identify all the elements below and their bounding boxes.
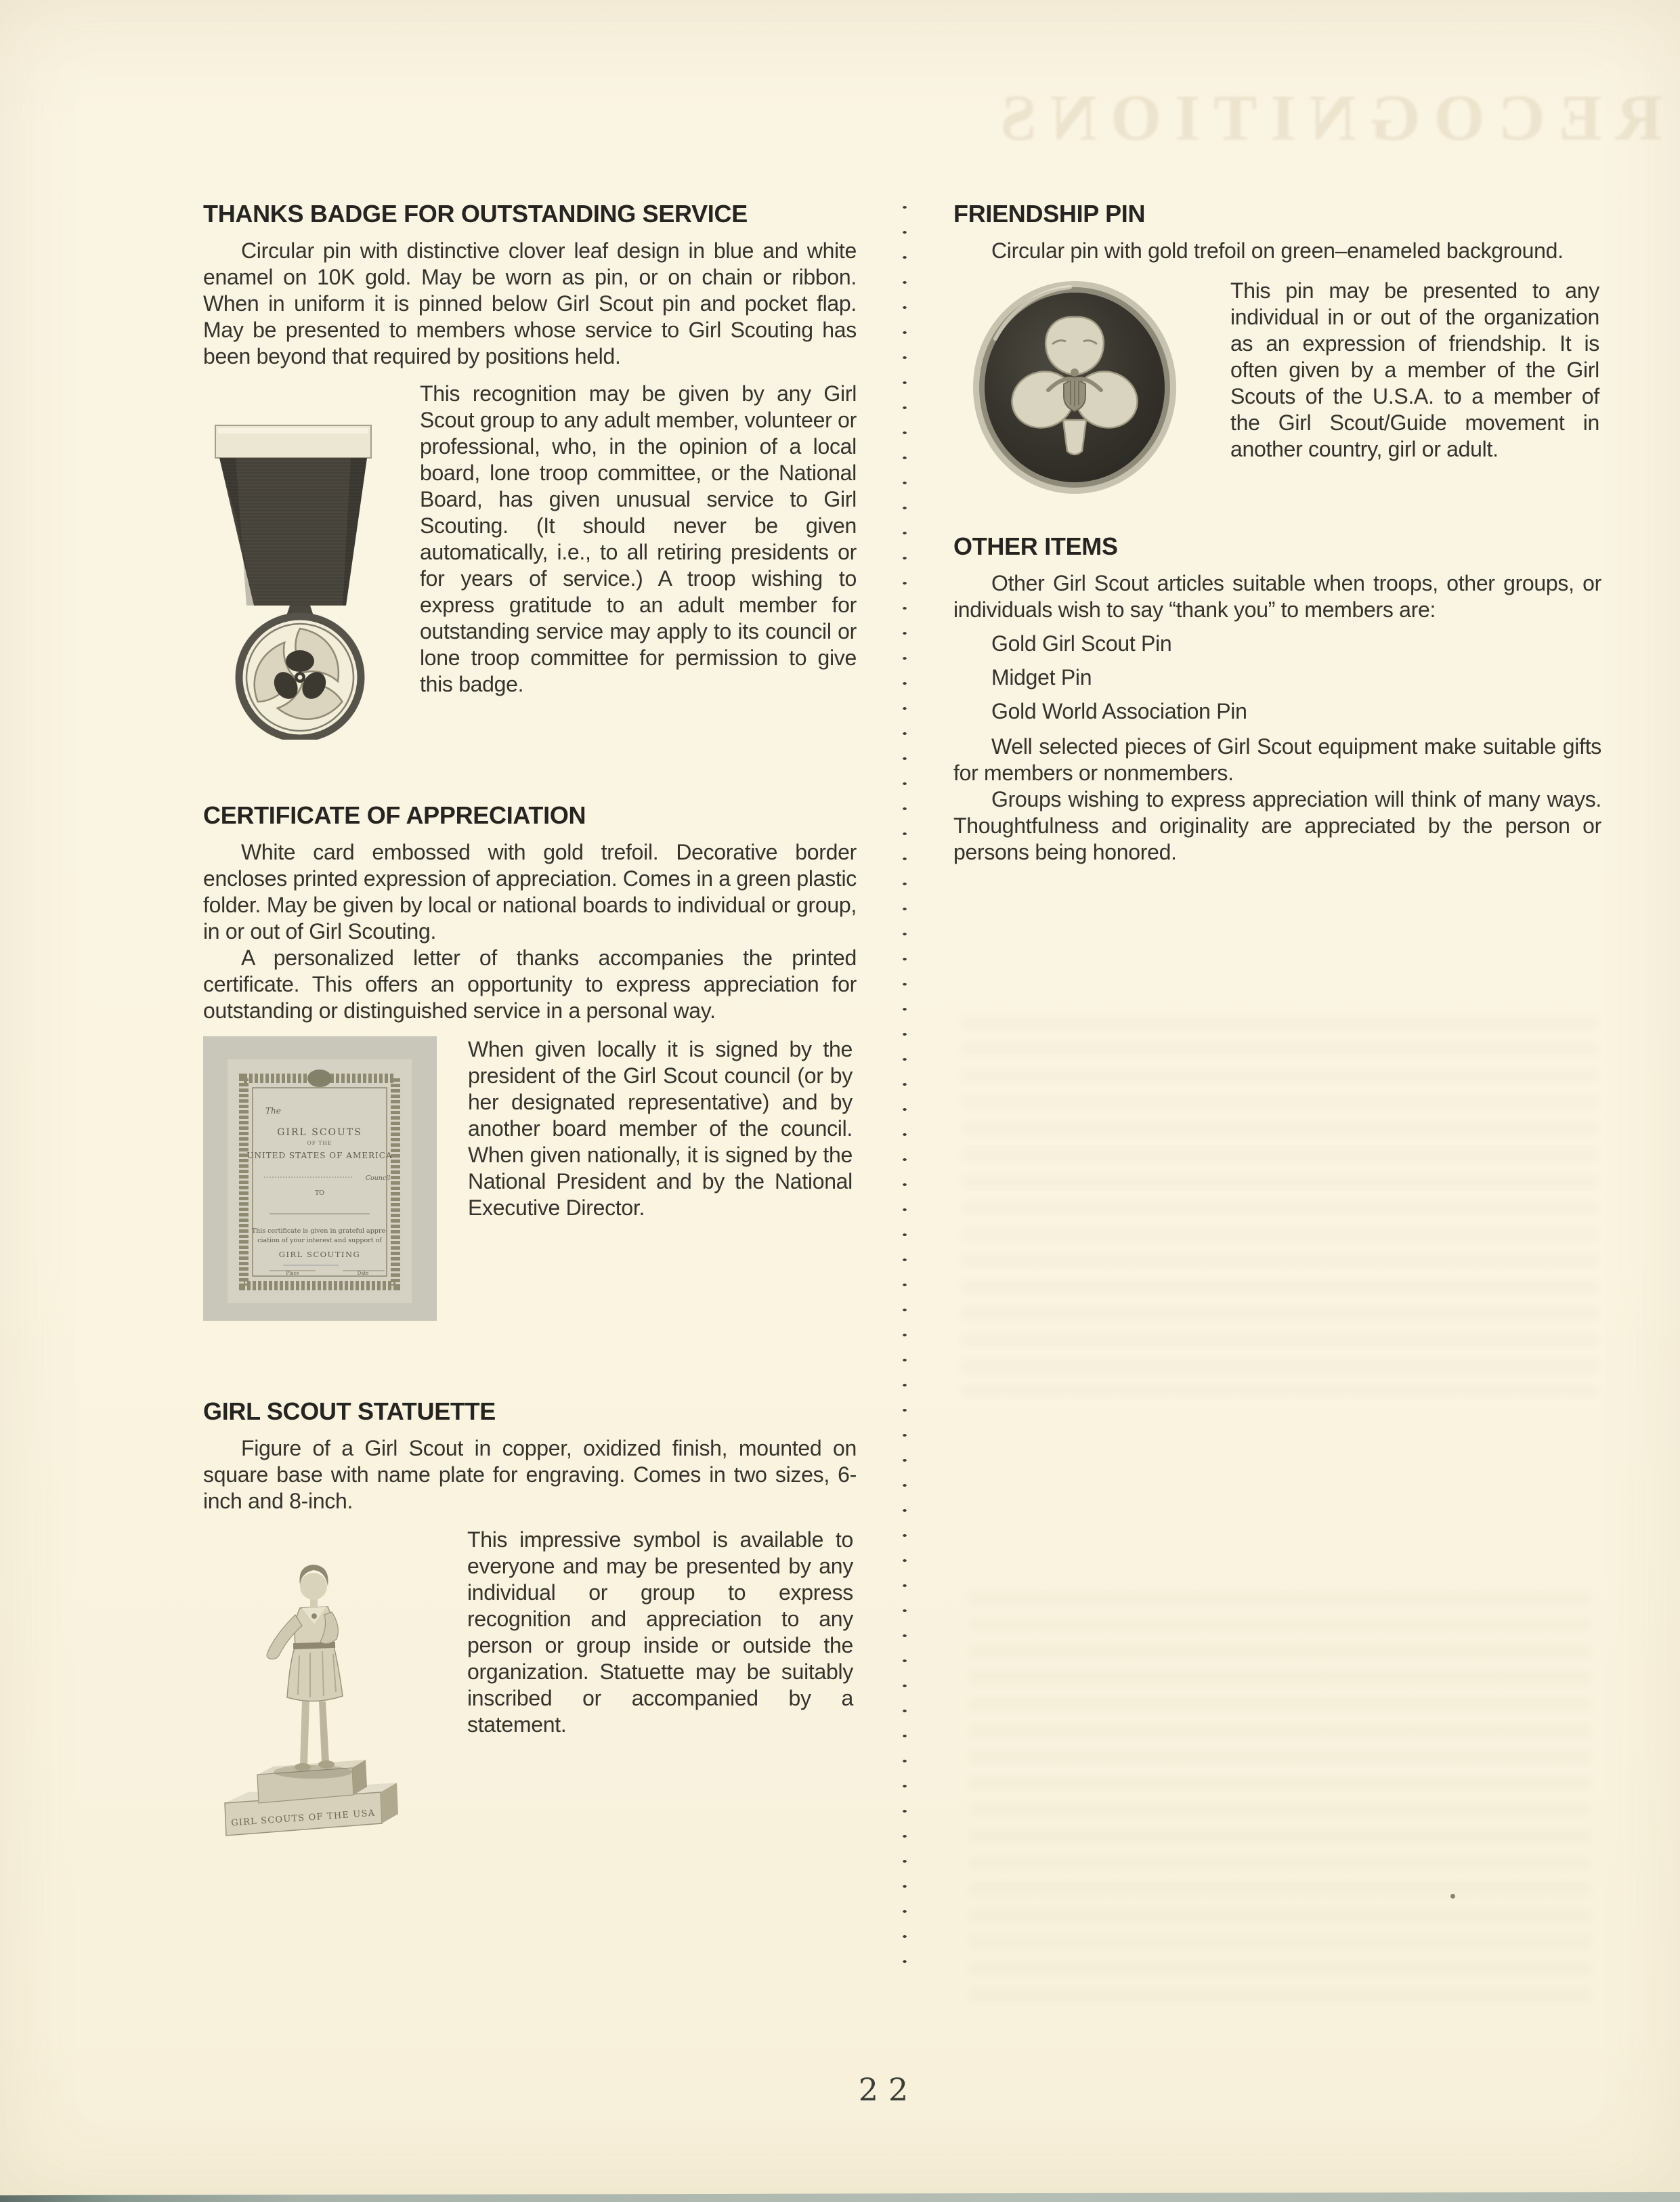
certificate-text-body1: This certificate is given in grateful appre-: [251, 1227, 388, 1235]
friendship-pin-paragraph-1: Circular pin with gold trefoil on green–enameled background.: [991, 238, 1564, 263]
thanks-badge-media-row: [203, 381, 857, 740]
list-item-gold-world-association-pin: Gold World Association Pin: [991, 699, 1247, 723]
certificate-media-row: [203, 1036, 857, 1321]
page-number: 22: [858, 2071, 919, 2108]
list-item-midget-pin: Midget Pin: [991, 665, 1092, 690]
girl-scout-statuette-icon: [211, 1527, 409, 1840]
certificate-text-the: The: [265, 1106, 281, 1116]
girl-scout-figure-icon: [267, 1565, 352, 1779]
section-heading-thanks-badge: THANKS BADGE FOR OUTSTANDING SERVICE: [203, 200, 748, 228]
friendship-pin-photo: [968, 278, 1182, 498]
certificate-text-to: TO: [314, 1189, 325, 1197]
statuette-media-row: [203, 1527, 857, 1840]
column-divider-dotted-line: [901, 200, 908, 1967]
thanks-badge-medal-photo: [209, 381, 391, 740]
certificate-text-usa: UNITED STATES OF AMERICA: [246, 1151, 393, 1160]
certificate-text-girl-scouts: GIRL SCOUTS: [277, 1127, 362, 1138]
statuette-photo: [211, 1527, 409, 1840]
section-heading-statuette: GIRL SCOUT STATUETTE: [203, 1397, 496, 1425]
statuette-paragraph-2: This impressive symbol is available to everyone and may be presented by any individual or group to express recognition and appreciation to any person or group inside or outside the organization. Statuette may be suitably inscribed or accompanied by a statement.: [467, 1527, 853, 1737]
certificate-text-council: Council: [365, 1174, 391, 1182]
other-items-intro: Other Girl Scout articles suitable when troops, other groups, or individuals wish to say “thank you” to members are:: [953, 571, 1601, 622]
certificate-paragraph-3: When given locally it is signed by the president of the Girl Scout council (or by her designated representative) and by another board member of the council. When given nationally, it is signed by the National President and by the National Executive Director.: [468, 1037, 853, 1220]
list-item-gold-girl-scout-pin: Gold Girl Scout Pin: [991, 631, 1172, 656]
section-heading-other-items: OTHER ITEMS: [953, 532, 1118, 560]
section-heading-friendship-pin: FRIENDSHIP PIN: [953, 200, 1146, 228]
friendship-pin-media-row: [953, 278, 1601, 498]
certificate-text-body2: ciation of your interest and support of: [257, 1237, 382, 1244]
certificate-text-of-the: OF THE: [307, 1140, 332, 1146]
certificate-paragraph-2: A personalized letter of thanks accompanies the printed certificate. This offers an opportunity to express appreciation for outstanding or distinguished service in a personal way.: [203, 946, 857, 1023]
friendship-pin-paragraph-2: This pin may be presented to any individual in or out of the organization as an expression of friendship. It is often given by a member of the Girl Scouts of the U.S.A. to a member of the Girl Scout/Guide movement in another country, girl or adult.: [1230, 278, 1599, 461]
right-column: [953, 199, 1601, 866]
medal-ribbon-icon: [209, 381, 391, 740]
left-column: [203, 199, 857, 1840]
other-items-paragraph-2: Well selected pieces of Girl Scout equipment make suitable gifts for members or nonmembers.: [953, 734, 1601, 785]
ink-speck: [1450, 1894, 1455, 1899]
thanks-badge-paragraph-2: This recognition may be given by any Girl Scout group to any adult member, volunteer or professional, who, in the opinion of a local board, lone troop committee, or the National Board, has given unusual service to Girl Scouting. (It should never be given automatically, i.e., to all retiring presidents or for years of service.) A troop wishing to express gratitude to an adult member for outstanding service may apply to its council or lone troop committee for permission to give this badge.: [420, 381, 857, 696]
certificate-paragraph-1: White card embossed with gold trefoil. Decorative border encloses printed expression of appreciation. Comes in a green plastic folder. May be given by local or national boards to individual or group, in or out of Girl Scouting.: [203, 840, 857, 944]
other-items-list: [953, 631, 1601, 725]
section-heading-certificate: CERTIFICATE OF APPRECIATION: [203, 801, 586, 829]
certificate-text-girl-scouting: GIRL SCOUTING: [278, 1250, 361, 1259]
bleed-through-text: RECOGNITIONS: [987, 81, 1662, 154]
certificate-text-place: Place: [286, 1271, 299, 1276]
certificate-photo: [203, 1036, 437, 1321]
page-bottom-edge: [0, 2192, 1680, 2202]
bleed-through-smudge: [962, 1016, 1598, 1395]
statuette-paragraph-1: Figure of a Girl Scout in copper, oxidized finish, mounted on square base with name plate for engraving. Comes in two sizes, 6-inch and 8-inch.: [203, 1436, 857, 1513]
certificate-text-date: Date: [357, 1271, 369, 1276]
statuette-base-label: GIRL SCOUTS OF THE USA: [230, 1808, 376, 1829]
friendship-pin-icon: [968, 278, 1182, 498]
thanks-badge-paragraph-1: Circular pin with distinctive clover leaf design in blue and white enamel on 10K gold. May be worn as pin, or on chain or ribbon. When in uniform it is pinned below Girl Scout pin and pocket flap. May be presented to members whose service to Girl Scouting has been beyond that required by positions held.: [203, 238, 857, 368]
certificate-card-icon: [203, 1036, 437, 1321]
bleed-through-smudge: [968, 1592, 1591, 2012]
other-items-paragraph-3: Groups wishing to express appreciation will think of many ways. Thoughtfulness and originality are appreciated by the person or persons being honored.: [953, 787, 1601, 864]
